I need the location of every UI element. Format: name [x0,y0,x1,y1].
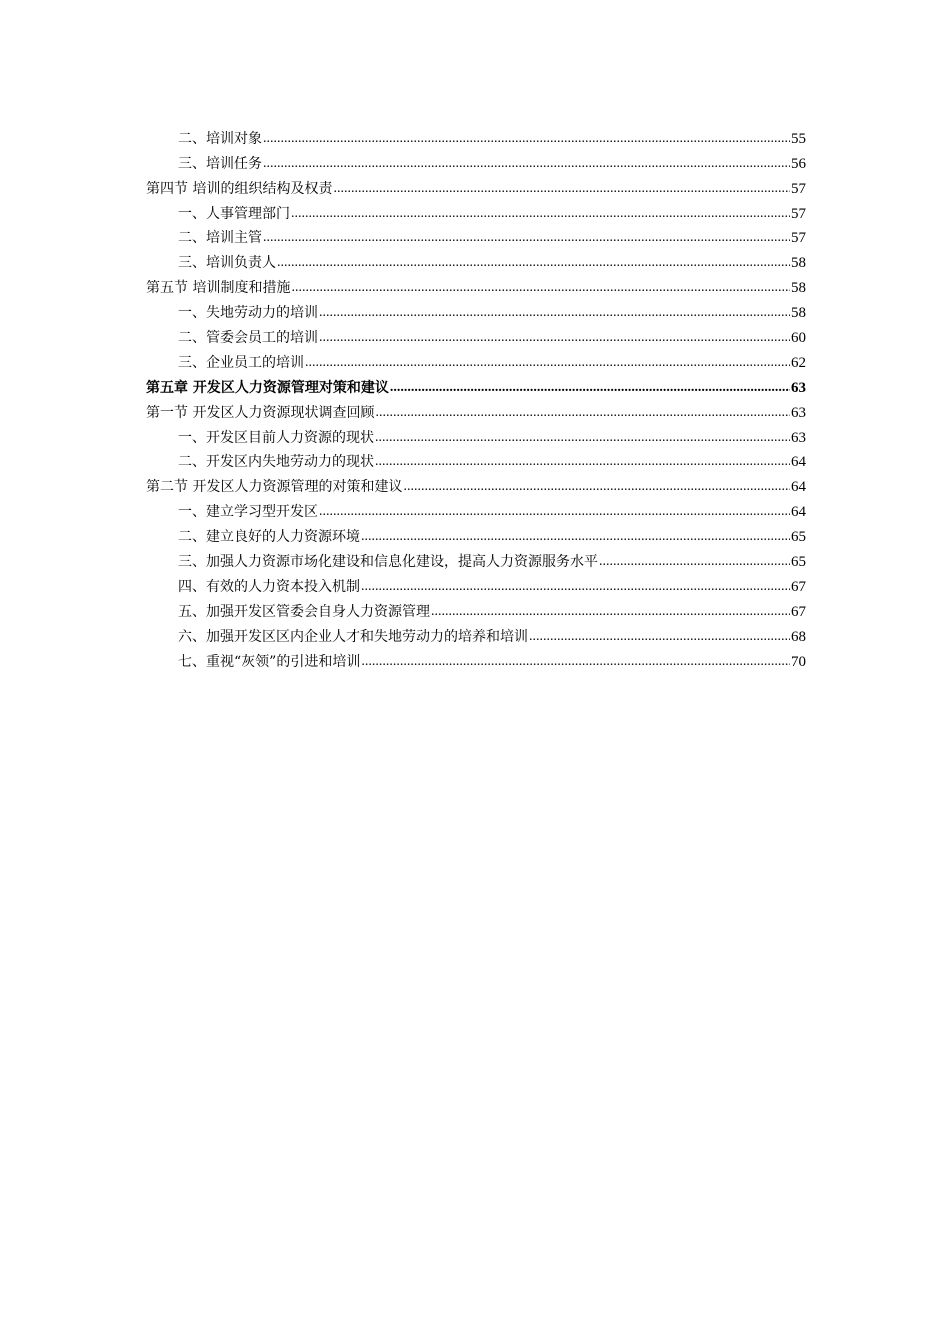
toc-page-number: 67 [791,603,806,620]
toc-page-number: 65 [791,554,806,571]
toc-entry[interactable] [146,472,806,497]
toc-entry[interactable] [146,647,806,672]
toc-page-number: 57 [791,180,806,197]
toc-entry-title: 第五章 开发区人力资源管理对策和建议 [146,379,389,396]
toc-entry-title: 三、加强人力资源市场化建设和信息化建设，提高人力资源服务水平 [178,554,598,571]
toc-dot-leader [599,552,790,572]
toc-dot-leader [431,602,790,622]
toc-entry-title: 第一节 开发区人力资源现状调查回顾 [146,404,375,421]
toc-entry-title: 六、加强开发区区内企业人才和失地劳动力的培养和培训 [178,628,528,645]
toc-entry-title: 一、失地劳动力的培训 [178,305,318,322]
toc-dot-leader [361,527,790,547]
toc-page-number: 55 [791,130,806,147]
toc-entry-title: 三、培训任务 [178,155,262,172]
toc-page-number: 63 [791,429,806,446]
toc-page-number: 64 [791,454,806,471]
toc-entry-title: 二、培训对象 [178,130,262,147]
toc-page-number: 63 [791,379,806,396]
toc-page-number: 70 [791,653,806,670]
toc-page-number: 58 [791,305,806,322]
toc-page-number: 62 [791,354,806,371]
toc-entry-title: 三、培训负责人 [178,255,276,272]
toc-entry[interactable] [146,497,806,522]
toc-dot-leader [390,378,790,398]
toc-entry[interactable] [146,124,806,149]
toc-dot-leader [319,502,790,522]
toc-entry-title: 一、开发区目前人力资源的现状 [178,429,374,446]
toc-page-number: 64 [791,479,806,496]
toc-entry[interactable] [146,348,806,373]
table-of-contents [146,124,806,672]
toc-dot-leader [361,577,790,597]
toc-dot-leader [319,328,790,348]
toc-dot-leader [277,253,790,273]
toc-page-number: 68 [791,628,806,645]
toc-entry-title: 二、开发区内失地劳动力的现状 [178,454,374,471]
toc-dot-leader [375,403,790,423]
toc-entry[interactable] [146,522,806,547]
toc-page-number: 63 [791,404,806,421]
toc-dot-leader [263,129,790,149]
toc-dot-leader [375,452,790,472]
toc-entry[interactable] [146,199,806,224]
toc-entry[interactable] [146,323,806,348]
toc-entry[interactable] [146,622,806,647]
toc-entry[interactable] [146,273,806,298]
toc-page-number: 65 [791,529,806,546]
toc-entry-title: 七、重视“灰领”的引进和培训 [178,653,361,670]
toc-entry-title: 第二节 开发区人力资源管理的对策和建议 [146,479,403,496]
toc-dot-leader [263,154,790,174]
toc-dot-leader [361,652,790,672]
toc-page-number: 67 [791,578,806,595]
toc-entry[interactable] [146,174,806,199]
toc-entry[interactable] [146,448,806,473]
toc-page-number: 57 [791,230,806,247]
toc-entry[interactable] [146,298,806,323]
toc-dot-leader [319,303,790,323]
toc-entry-title: 第五节 培训制度和措施 [146,280,291,297]
toc-dot-leader [403,477,790,497]
toc-entry[interactable] [146,547,806,572]
toc-page-number: 60 [791,330,806,347]
toc-entry[interactable] [146,423,806,448]
toc-entry-title: 一、人事管理部门 [178,205,290,222]
toc-dot-leader [263,228,790,248]
toc-page-number: 56 [791,155,806,172]
toc-entry-title: 二、培训主管 [178,230,262,247]
toc-entry-title: 二、管委会员工的培训 [178,330,318,347]
toc-page-number: 64 [791,504,806,521]
toc-page-number: 57 [791,205,806,222]
toc-entry-title: 三、企业员工的培训 [178,354,304,371]
toc-dot-leader [529,627,790,647]
toc-page-number: 58 [791,280,806,297]
toc-chapter-entry[interactable] [146,373,806,398]
toc-entry[interactable] [146,224,806,249]
toc-entry-title: 一、建立学习型开发区 [178,504,318,521]
toc-entry[interactable] [146,597,806,622]
toc-entry[interactable] [146,572,806,597]
toc-entry-title: 五、加强开发区管委会自身人力资源管理 [178,603,430,620]
toc-entry-title: 第四节 培训的组织结构及权责 [146,180,333,197]
toc-entry-title: 四、有效的人力资本投入机制 [178,578,360,595]
toc-entry[interactable] [146,398,806,423]
toc-dot-leader [305,353,790,373]
toc-page-number: 58 [791,255,806,272]
toc-dot-leader [291,278,790,298]
toc-entry[interactable] [146,149,806,174]
toc-dot-leader [291,204,790,224]
toc-dot-leader [375,428,790,448]
toc-entry[interactable] [146,248,806,273]
toc-dot-leader [333,179,790,199]
toc-entry-title: 二、建立良好的人力资源环境 [178,529,360,546]
